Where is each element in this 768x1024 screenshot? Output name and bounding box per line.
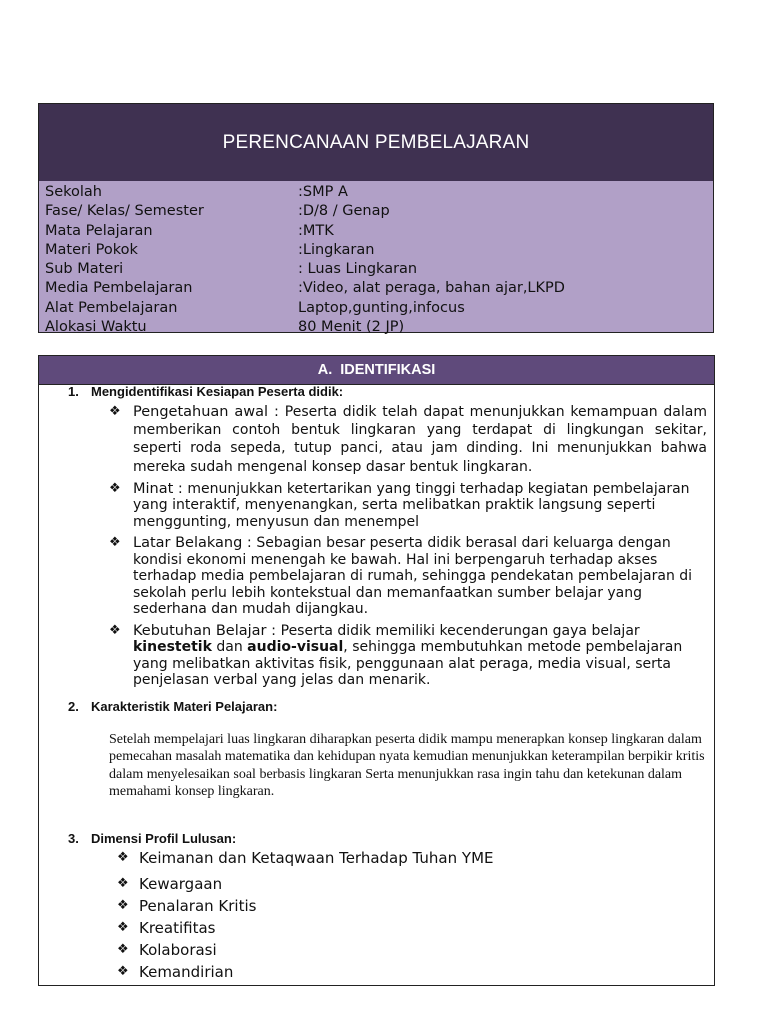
info-row (39, 279, 713, 298)
item-text: , sehingga membutuhkan metode pembelajaran yang melibatkan aktivitas fisik, penggunaan alat peraga, media visual, serta penjelasan verbal yang jelas dan menarik. (133, 639, 683, 689)
info-value: :MTK (298, 222, 334, 239)
subsection-heading-material (68, 699, 277, 714)
info-value: : Luas Lingkaran (298, 261, 418, 278)
list-item (117, 939, 677, 961)
info-value: :D/8 / Genap (298, 203, 390, 220)
info-value: 80 Menit (2 JP) (298, 319, 405, 336)
info-row (39, 202, 713, 221)
info-label: Alokasi Waktu (45, 319, 147, 336)
list-item (109, 623, 707, 689)
diamond-bullet-icon: ❖ (117, 876, 129, 891)
info-label: Media Pembelajaran (45, 280, 193, 297)
item-text: Peserta didik memiliki kecenderungan gaya belajar (280, 622, 640, 639)
title-bar (39, 104, 713, 181)
diamond-bullet-icon: ❖ (109, 404, 121, 419)
info-label: Sub Materi (45, 261, 124, 278)
subsection-heading-readiness (68, 384, 343, 399)
subsection-title: Karakteristik Materi Pelajaran: (91, 699, 278, 714)
profile-list (117, 847, 677, 983)
item-text: menunjukkan ketertarikan yang tinggi terhadap kegiatan pembelajaran yang interaktif, menyenangkan, serta melibatkan praktik langsung seperti menggunting, menyusun dan menempel (133, 480, 690, 530)
info-label: Alat Pembelajaran (45, 299, 178, 316)
subsection-number: 3. (68, 831, 79, 846)
item-emphasis: kinestetik (133, 639, 212, 656)
subsection-number: 1. (68, 384, 79, 399)
material-paragraph: Setelah mempelajari luas lingkaran diharapkan peserta didik mampu menerapkan konsep lingkaran dalam pemecahan masalah matematika dan kehidupan nyata kemudian menunjukkan keterampilan berpikir kritis dalam menyelesaikan soal berbasis lingkaran Serta menunjukkan rasa ingin tahu dan ketekunan dalam memahami konsep lingkaran. (109, 732, 705, 800)
info-label: Mata Pelajaran (45, 222, 153, 239)
section-title: IDENTIFIKASI (340, 362, 436, 378)
diamond-bullet-icon: ❖ (109, 535, 121, 551)
item-text: Kewargaan (139, 875, 223, 893)
item-text: Kreatifitas (139, 919, 216, 937)
subsection-number: 2. (68, 699, 79, 714)
subsection-title: Dimensi Profil Lulusan: (91, 831, 237, 846)
info-row (39, 318, 713, 337)
info-label: Fase/ Kelas/ Semester (45, 203, 204, 220)
list-item (117, 961, 677, 983)
lesson-plan-header-table (38, 103, 714, 336)
readiness-list (109, 403, 707, 694)
info-row (39, 183, 713, 202)
diamond-bullet-icon: ❖ (109, 480, 121, 496)
info-row (39, 260, 713, 279)
info-list (39, 181, 713, 336)
list-item (117, 847, 677, 869)
diamond-bullet-icon: ❖ (117, 942, 129, 957)
item-lead: Pengetahuan awal : (133, 404, 285, 420)
item-text: dan (211, 639, 248, 656)
info-row (39, 241, 713, 260)
item-text: Penalaran Kritis (139, 897, 257, 915)
item-lead: Minat : (133, 480, 188, 497)
list-item (117, 917, 677, 939)
info-label: Materi Pokok (45, 241, 138, 258)
document-title: PERENCANAAN PEMBELAJARAN (222, 131, 530, 153)
info-value: :Video, alat peraga, bahan ajar,LKPD (298, 280, 565, 297)
list-item (109, 403, 707, 476)
info-label: Sekolah (45, 184, 102, 200)
identification-section (38, 355, 715, 986)
item-lead: Latar Belakang : (133, 535, 257, 552)
diamond-bullet-icon: ❖ (109, 622, 121, 638)
subsection-heading-profile (68, 831, 236, 846)
diamond-bullet-icon: ❖ (117, 920, 129, 935)
item-text: Kemandirian (139, 963, 234, 981)
info-row (39, 299, 713, 318)
item-text: Sebagian besar peserta didik berasal dari keluarga dengan kondisi ekonomi menengah ke bawah. Hal ini berpengaruh terhadap akses terhadap media pembelajaran di rumah, sehingga pendekatan pembelajaran di sekolah perlu lebih kontekstual dan memanfaatkan sumber belajar yang sederhana dan mudah dijangkau. (133, 535, 693, 618)
info-value: :SMP A (298, 184, 348, 200)
section-letter: A. (317, 362, 333, 378)
diamond-bullet-icon: ❖ (117, 964, 129, 979)
info-row (39, 222, 713, 241)
list-item (117, 895, 677, 917)
item-text: Kolaborasi (139, 941, 217, 959)
item-lead: Kebutuhan Belajar : (133, 622, 281, 639)
info-value: Laptop,gunting,infocus (298, 299, 465, 316)
item-text: Peserta didik telah dapat menunjukkan kemampuan dalam memberikan contoh bentuk lingkaran yang terdapat di lingkungan sekitar, seperti roda sepeda, tutup panci, atau jam dinding. Ini menunjukkan bahwa mereka sudah mengenal konsep dasar bentuk lingkaran. (133, 404, 707, 475)
info-value: :Lingkaran (298, 241, 375, 258)
section-heading (39, 356, 714, 385)
list-item (109, 481, 707, 531)
diamond-bullet-icon: ❖ (117, 850, 129, 865)
list-item (109, 535, 707, 618)
subsection-title: Mengidentifikasi Kesiapan Peserta didik: (91, 384, 344, 399)
item-text: Keimanan dan Ketaqwaan Terhadap Tuhan YME (139, 849, 494, 867)
item-emphasis: audio-visual (247, 639, 344, 656)
list-item (117, 873, 677, 895)
diamond-bullet-icon: ❖ (117, 898, 129, 913)
